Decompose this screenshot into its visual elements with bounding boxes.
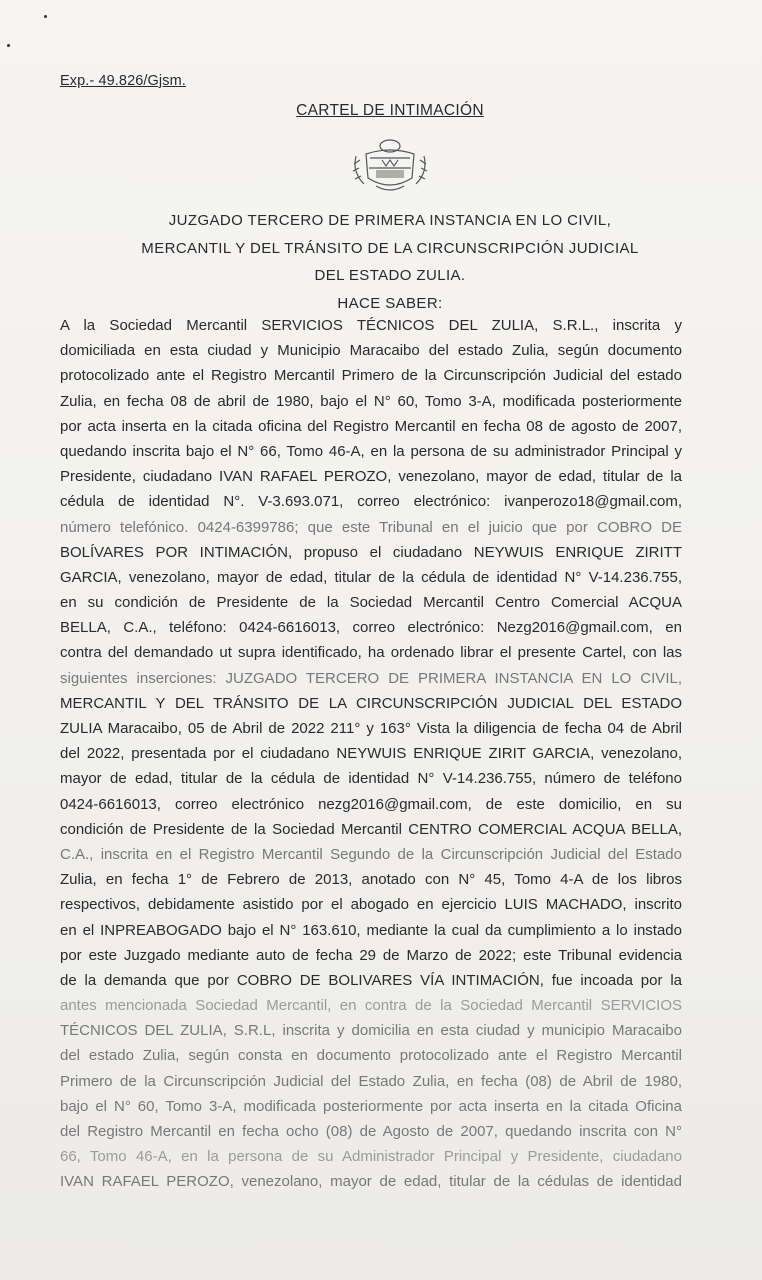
body-line: contra del demandado ut supra identificado, ha ordenado librar el presente Cartel, con las bbox=[60, 644, 682, 662]
body-line: Primero de la Circunscripción Judicial del Estado Zulia, en fecha (08) de Abril de 1980, bbox=[60, 1072, 682, 1090]
body-line: en su condición de Presidente de la Sociedad Mercantil Centro Comercial ACQUA bbox=[60, 594, 682, 612]
body-line: de la demanda que por COBRO DE BOLIVARES VÍA INTIMACIÓN, fue incoada por la bbox=[60, 971, 682, 989]
body-line: MERCANTIL Y DEL TRÁNSITO DE LA CIRCUNSCRIPCIÓN JUDICIAL DEL ESTADO bbox=[60, 694, 682, 712]
scan-speck bbox=[7, 44, 10, 47]
body-line: A la Sociedad Mercantil SERVICIOS TÉCNICOS DEL ZULIA, S.R.L., inscrita y bbox=[60, 317, 682, 334]
court-line: MERCANTIL Y DEL TRÁNSITO DE LA CIRCUNSCRIPCIÓN JUDICIAL bbox=[141, 239, 639, 257]
body-line: mayor de edad, titular de la cédula de identidad N° V-14.236.755, número de teléfono bbox=[60, 770, 682, 788]
body-line: del Registro Mercantil en fecha ocho (08) de Agosto de 2007, quedando inscrita con N° bbox=[60, 1123, 682, 1140]
body-line: TÉCNICOS DEL ZULIA, S.R.L, inscrita y domicilia en esta ciudad y municipio Maracaibo bbox=[60, 1022, 682, 1040]
body-line: bajo el N° 60, Tomo 3-A, modificada posteriormente por acta inserta en la citada Oficina bbox=[60, 1097, 682, 1115]
body-line: domiciliada en esta ciudad y Municipio Maracaibo del estado Zulia, según documento bbox=[60, 342, 682, 360]
body-line: Presidente, ciudadano IVAN RAFAEL PEROZO, venezolano, mayor de edad, titular de la bbox=[60, 468, 682, 486]
body-line: BELLA, C.A., teléfono: 0424-6616013, correo electrónico: Nezg2016@gmail.com, en bbox=[60, 619, 682, 637]
body-line: BOLÍVARES POR INTIMACIÓN, propuso el ciudadano NEYWUIS ENRIQUE ZIRITT bbox=[60, 543, 682, 561]
hace-saber-heading: HACE SABER: bbox=[337, 294, 443, 312]
body-line: condición de Presidente de la Sociedad Mercantil CENTRO COMERCIAL ACQUA BELLA, bbox=[60, 820, 682, 838]
body-line: por acta inserta en la citada oficina del Registro Mercantil en fecha 08 de agosto de 2007, bbox=[60, 417, 682, 435]
coat-of-arms-seal bbox=[346, 136, 434, 196]
expediente-number: Exp.- 49.826/Gjsm. bbox=[60, 73, 186, 89]
court-heading bbox=[0, 207, 762, 317]
body-line: Zulia, en fecha 08 de abril de 1980, bajo el N° 60, Tomo 3-A, modificada posteriormente bbox=[60, 392, 682, 410]
body-line: del estado Zulia, según consta en documento protocolizado ante el Registro Mercantil bbox=[60, 1047, 682, 1065]
document-title: CARTEL DE INTIMACIÓN bbox=[296, 102, 484, 119]
body-line: 0424-6616013, correo electrónico nezg2016@gmail.com, de este domicilio, en su bbox=[60, 795, 682, 813]
body-line: protocolizado ante el Registro Mercantil Primero de la Circunscripción Judicial del estado bbox=[60, 367, 682, 385]
court-line: JUZGADO TERCERO DE PRIMERA INSTANCIA EN LO CIVIL, bbox=[168, 212, 612, 229]
body-line: antes mencionada Sociedad Mercantil, en contra de la Sociedad Mercantil SERVICIOS bbox=[60, 997, 682, 1015]
body-line: GARCIA, venezolano, mayor de edad, titular de la cédula de identidad N° V-14.236.755, bbox=[60, 568, 682, 586]
body-line: siguientes inserciones: JUZGADO TERCERO DE PRIMERA INSTANCIA EN LO CIVIL, bbox=[60, 669, 682, 687]
body-line: número telefónico. 0424-6399786; que este Tribunal en el juicio que por COBRO DE bbox=[60, 518, 682, 536]
scan-speck bbox=[44, 15, 47, 18]
body-line: cédula de identidad N°. V-3.693.071, correo electrónico: ivanperozo18@gmail.com, bbox=[60, 493, 682, 511]
body-line: en el INPREABOGADO bajo el N° 163.610, mediante la cual da cumplimiento a lo instado bbox=[60, 921, 682, 939]
body-line: 66, Tomo 46-A, en la persona de su Administrador Principal y Presidente, ciudadano bbox=[60, 1148, 682, 1166]
body-line: Zulia, en fecha 1° de Febrero de 2013, anotado con N° 45, Tomo 4-A de los libros bbox=[60, 871, 682, 889]
court-line: DEL ESTADO ZULIA. bbox=[314, 267, 466, 284]
body-line: quedando inscrita bajo el N° 66, Tomo 46-A, en la persona de su administrador Principal y bbox=[60, 442, 682, 460]
notice-body bbox=[60, 313, 682, 1195]
body-line: C.A., inscrita en el Registro Mercantil Segundo de la Circunscripción Judicial del Estado bbox=[60, 845, 682, 863]
body-line: del 2022, presentada por el ciudadano NEYWUIS ENRIQUE ZIRIT GARCIA, venezolano, bbox=[60, 745, 682, 763]
body-line: IVAN RAFAEL PEROZO, venezolano, mayor de edad, titular de la cédulas de identidad bbox=[60, 1173, 682, 1191]
body-line: ZULIA Maracaibo, 05 de Abril de 2022 211° y 163° Vista la diligencia de fecha 04 de Abril bbox=[60, 720, 682, 737]
body-line: por este Juzgado mediante auto de fecha 29 de Marzo de 2022; este Tribunal evidencia bbox=[60, 946, 682, 964]
body-line: respectivos, debidamente asistido por el abogado en ejercicio LUIS MACHADO, inscrito bbox=[60, 896, 682, 914]
